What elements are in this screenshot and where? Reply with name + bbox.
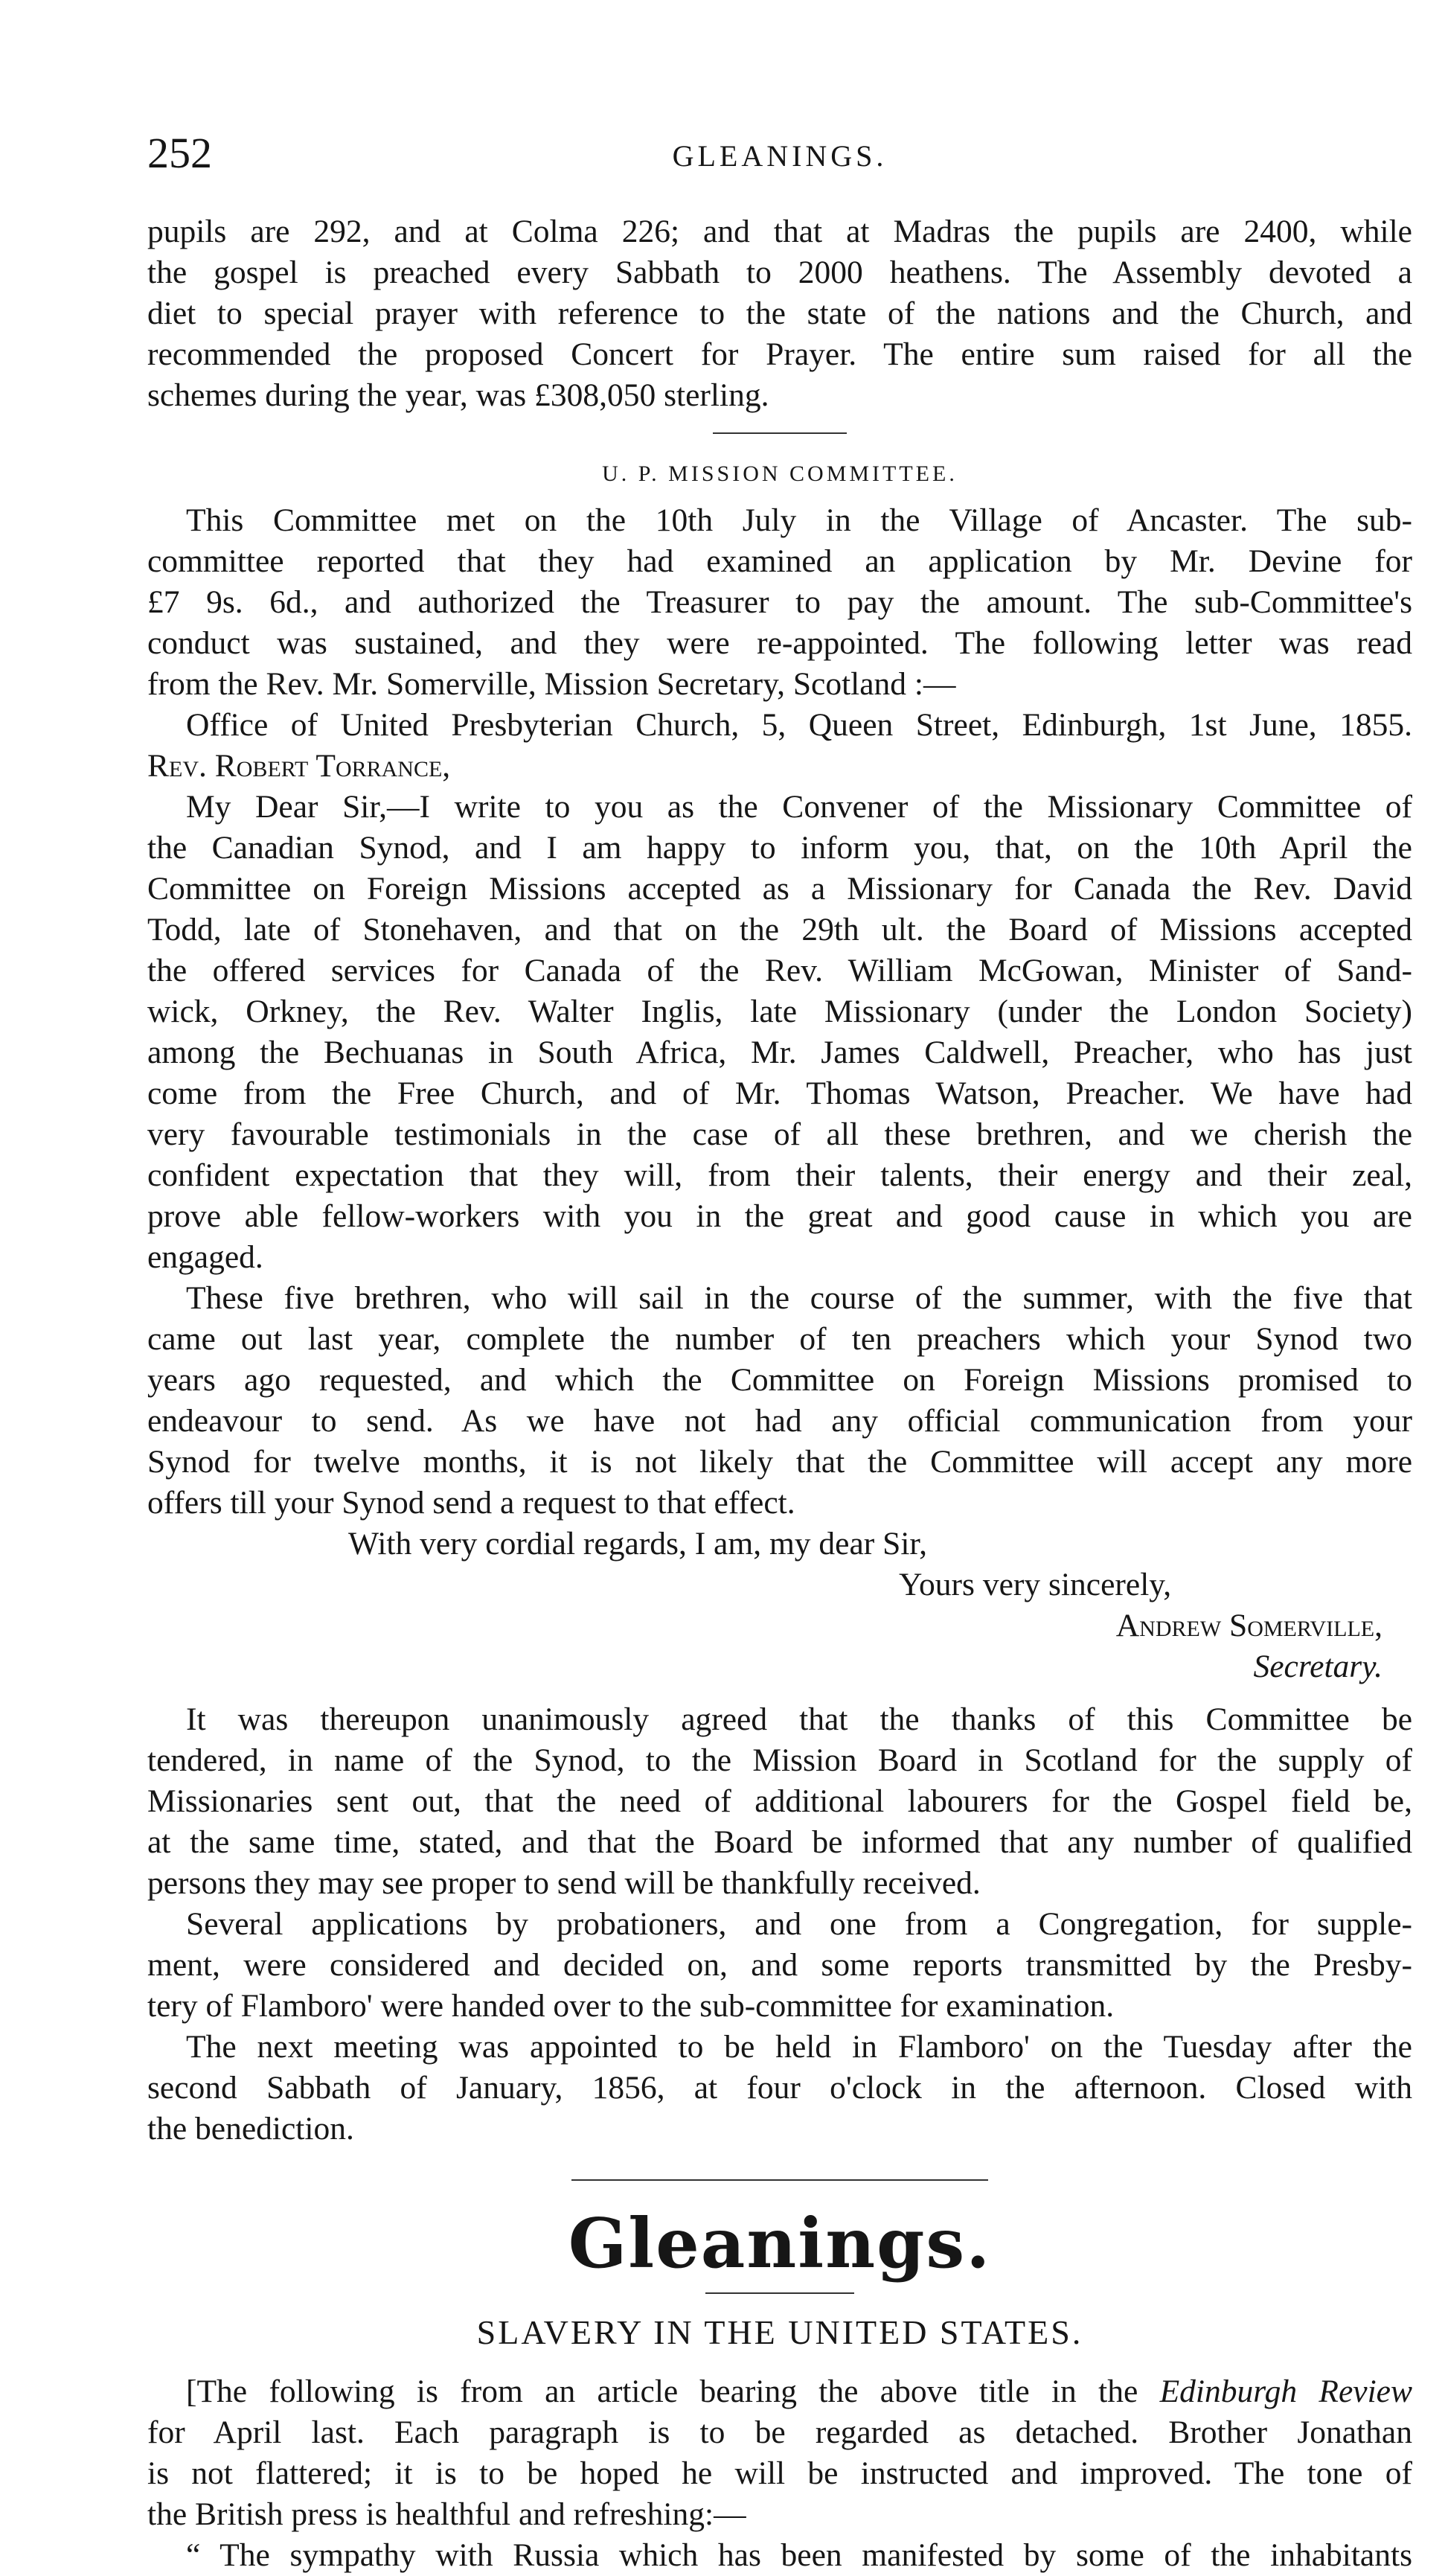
intro-paragraph: [147, 211, 1412, 416]
text-line: wick, Orkney, the Rev. Walter Inglis, late Missionary (under the London Society): [147, 994, 1412, 1029]
text-line: the offered services for Canada of the Rev. William McGowan, Minister of Sand-: [147, 953, 1412, 988]
text-line: recommended the proposed Concert for Prayer. The entire sum raised for all the: [147, 336, 1412, 372]
text-line: This Committee met on the 10th July in the Village of Ancaster. The sub-: [186, 502, 1412, 538]
text-line: Committee on Foreign Missions accepted as a Missionary for Canada the Rev. David: [147, 871, 1412, 907]
section-heading-mission-committee: U. P. MISSION COMMITTEE.: [602, 461, 958, 486]
text-line: Todd, late of Stonehaven, and that on the 29th ult. the Board of Missions accepted: [147, 912, 1412, 947]
section-divider: [571, 2179, 988, 2181]
text-line: persons they may see proper to send will be thankfully received.: [147, 1865, 981, 1901]
page-content: [147, 211, 1412, 2576]
text-line: conduct was sustained, and they were re-appointed. The following letter was read: [147, 625, 1412, 661]
text-line: second Sabbath of January, 1856, at four o'clock in the afternoon. Closed with: [147, 2070, 1412, 2106]
article-heading: SLAVERY IN THE UNITED STATES.: [476, 2313, 1083, 2351]
text-line: offers till your Synod send a request to that effect.: [147, 1485, 795, 1521]
text-line: committee reported that they had examined an application by Mr. Devine for: [147, 543, 1412, 579]
text-line: confident expectation that they will, from their talents, their energy and their zeal,: [147, 1157, 1412, 1193]
letter-closing: With very cordial regards, I am, my dear Sir,: [348, 1526, 928, 1562]
letter-paragraph-2: [147, 1278, 1412, 1524]
text-line: pupils are 292, and at Colma 226; and that at Madras the pupils are 2400, while: [147, 214, 1412, 249]
text-line: £7 9s. 6d., and authorized the Treasurer to pay the amount. The sub-Committee's: [147, 584, 1412, 620]
text-line: the British press is healthful and refreshing:—: [147, 2496, 746, 2532]
text-line: Synod for twelve months, it is not likely that the Committee will accept any more: [147, 1444, 1412, 1480]
text-line: is not flattered; it is to be hoped he will be instructed and improved. The tone of: [147, 2455, 1412, 2491]
text-line: Missionaries sent out, that the need of additional labourers for the Gospel field be,: [147, 1783, 1412, 1819]
quote-line: “ The sympathy with Russia which has been manifested by some of the inhabitants: [186, 2537, 1412, 2573]
text-line: the Canadian Synod, and I am happy to inform you, that, on the 10th April the: [147, 830, 1412, 866]
text-line: the gospel is preached every Sabbath to 2000 heathens. The Assembly devoted a: [147, 255, 1412, 290]
title-divider: [705, 2292, 854, 2294]
text-line: at the same time, stated, and that the Board be informed that any number of qualified: [147, 1824, 1412, 1860]
text-line: Several applications by probationers, and one from a Congregation, for supple-: [186, 1906, 1412, 1942]
running-head: GLEANINGS.: [672, 139, 888, 173]
text-line: very favourable testimonials in the case of all these brethren, and we cherish the: [147, 1116, 1412, 1152]
gleanings-title: Gleanings.: [568, 2203, 992, 2283]
text-line: the benediction.: [147, 2111, 354, 2147]
text-line: tendered, in name of the Synod, to the Mission Board in Scotland for the supply of: [147, 1742, 1412, 1778]
text-line: prove able fellow-workers with you in the great and good cause in which you are: [147, 1198, 1412, 1234]
text-line: The next meeting was appointed to be held in Flamboro' on the Tuesday after the: [186, 2029, 1412, 2065]
text-line: tery of Flamboro' were handed over to the sub-committee for examination.: [147, 1988, 1115, 2024]
text-line: schemes during the year, was £308,050 sterling.: [147, 377, 769, 413]
applications-paragraph: [147, 1904, 1412, 2027]
letter-sign-off: Yours very sincerely,: [899, 1567, 1172, 1602]
letter-signature: Andrew Somerville,: [1115, 1608, 1382, 1643]
text-line: come from the Free Church, and of Mr. Thomas Watson, Preacher. We have had: [147, 1076, 1412, 1111]
text-line: It was thereupon unanimously agreed that the thanks of this Committee be: [186, 1701, 1412, 1737]
letter-office-line: Office of United Presbyterian Church, 5, Queen Street, Edinburgh, 1st June, 1855.: [186, 707, 1412, 743]
journal-title: Edinburgh Review: [1159, 2374, 1412, 2409]
committee-paragraph: [147, 500, 1412, 705]
text-line: years ago requested, and which the Committee on Foreign Missions promised to: [147, 1362, 1412, 1398]
text-line: among the Bechuanas in South Africa, Mr. James Caldwell, Preacher, who has just: [147, 1035, 1412, 1070]
page-header: [147, 128, 1412, 188]
text-line: came out last year, complete the number of ten preachers which your Synod two: [147, 1321, 1412, 1357]
text-line: for April last. Each paragraph is to be regarded as detached. Brother Jonathan: [147, 2414, 1412, 2450]
text-line: endeavour to send. As we have not had any official communication from your: [147, 1403, 1412, 1439]
next-meeting-paragraph: [147, 2027, 1412, 2150]
text-line: My Dear Sir,—I write to you as the Convener of the Missionary Committee of: [186, 789, 1412, 825]
resolution-paragraph: [147, 1699, 1412, 1904]
text-line: from the Rev. Mr. Somerville, Mission Secretary, Scotland :—: [147, 666, 956, 702]
letter-paragraph-1: [147, 787, 1412, 1278]
text-line: [The following is from an article bearing the above title in the Edinburgh Review: [186, 2374, 1412, 2409]
text-line: diet to special prayer with reference to the state of the nations and the Church, and: [147, 295, 1412, 331]
article-intro-paragraph: [147, 2371, 1412, 2535]
text-line: ment, were considered and decided on, and some reports transmitted by the Presby-: [147, 1947, 1412, 1983]
page-number: 252: [147, 129, 212, 177]
section-divider: [713, 432, 847, 434]
text-line: These five brethren, who will sail in the course of the summer, with the five that: [186, 1280, 1412, 1316]
text-line: engaged.: [147, 1239, 263, 1275]
letter-addressee: Rev. Robert Torrance,: [147, 748, 451, 784]
letter-signature-title: Secretary.: [1253, 1649, 1382, 1684]
